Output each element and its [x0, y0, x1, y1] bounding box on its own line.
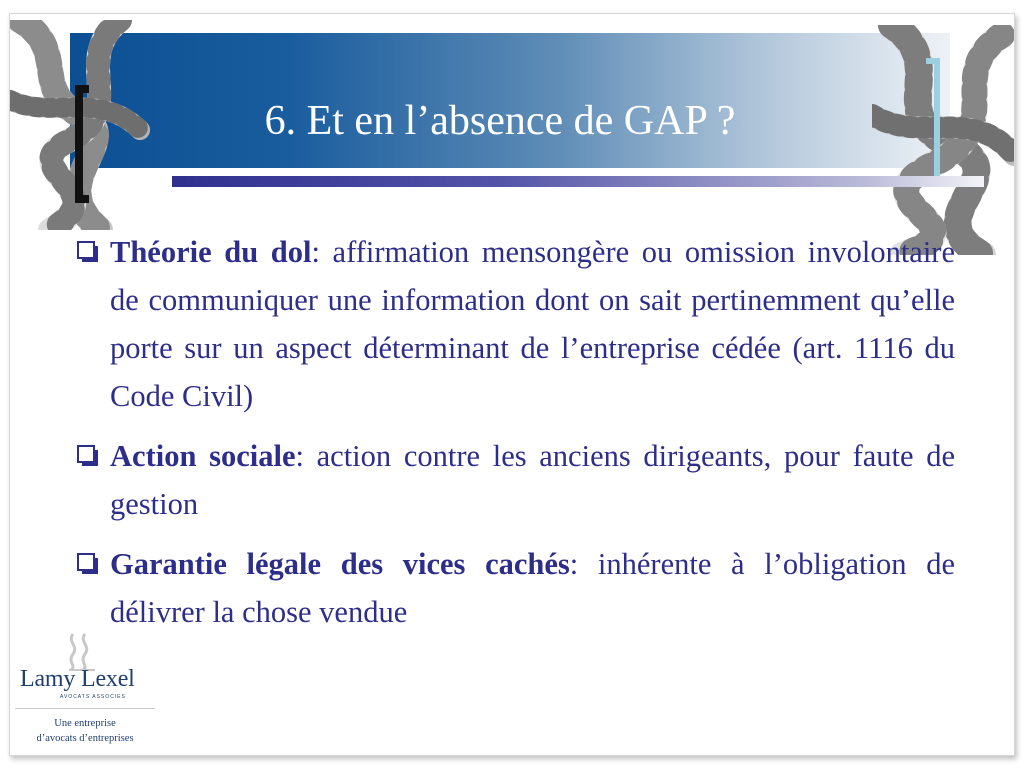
- bullet-text: : inhérente à l’obligation de délivrer la chose vendue: [110, 547, 955, 629]
- logo-tagline-2: d’avocats d’entreprises: [36, 733, 134, 744]
- title-underline-bar: [172, 176, 984, 187]
- slide-title: 6. Et en l’absence de GAP ?: [264, 98, 736, 144]
- logo-subtitle: AVOCATS ASSOCIES: [60, 694, 126, 700]
- rope-right-icon: [872, 25, 1014, 255]
- bullet-term: Garantie légale des vices cachés: [110, 547, 570, 581]
- right-bracket-decoration: [926, 58, 940, 185]
- logo-name: Lamy Lexel: [20, 666, 135, 692]
- bullet-item-garantie-legale: [75, 540, 955, 636]
- checkbox-square-icon: [77, 241, 99, 263]
- bullet-term: Théorie du dol: [110, 235, 312, 269]
- checkbox-square-icon: [77, 445, 99, 467]
- bullet-term: Action sociale: [110, 439, 296, 473]
- bullet-item-theorie-du-dol: [75, 228, 955, 420]
- bullet-list: [75, 228, 955, 648]
- bullet-text: : action contre les anciens dirigeants, pour faute de gestion: [110, 439, 955, 521]
- bullet-text: : affirmation mensongère ou omission involontaire de communiquer une information dont on sait pertinemment qu’elle porte sur un aspect déterminant de l’entreprise cédée (art. 1116 du Code Civil): [110, 235, 955, 413]
- left-bracket-decoration: [75, 85, 89, 203]
- logo-tagline-1: Une entreprise: [54, 718, 116, 729]
- logo-divider: [15, 708, 155, 709]
- checkbox-square-icon: [77, 553, 99, 575]
- bullet-item-action-sociale: [75, 432, 955, 528]
